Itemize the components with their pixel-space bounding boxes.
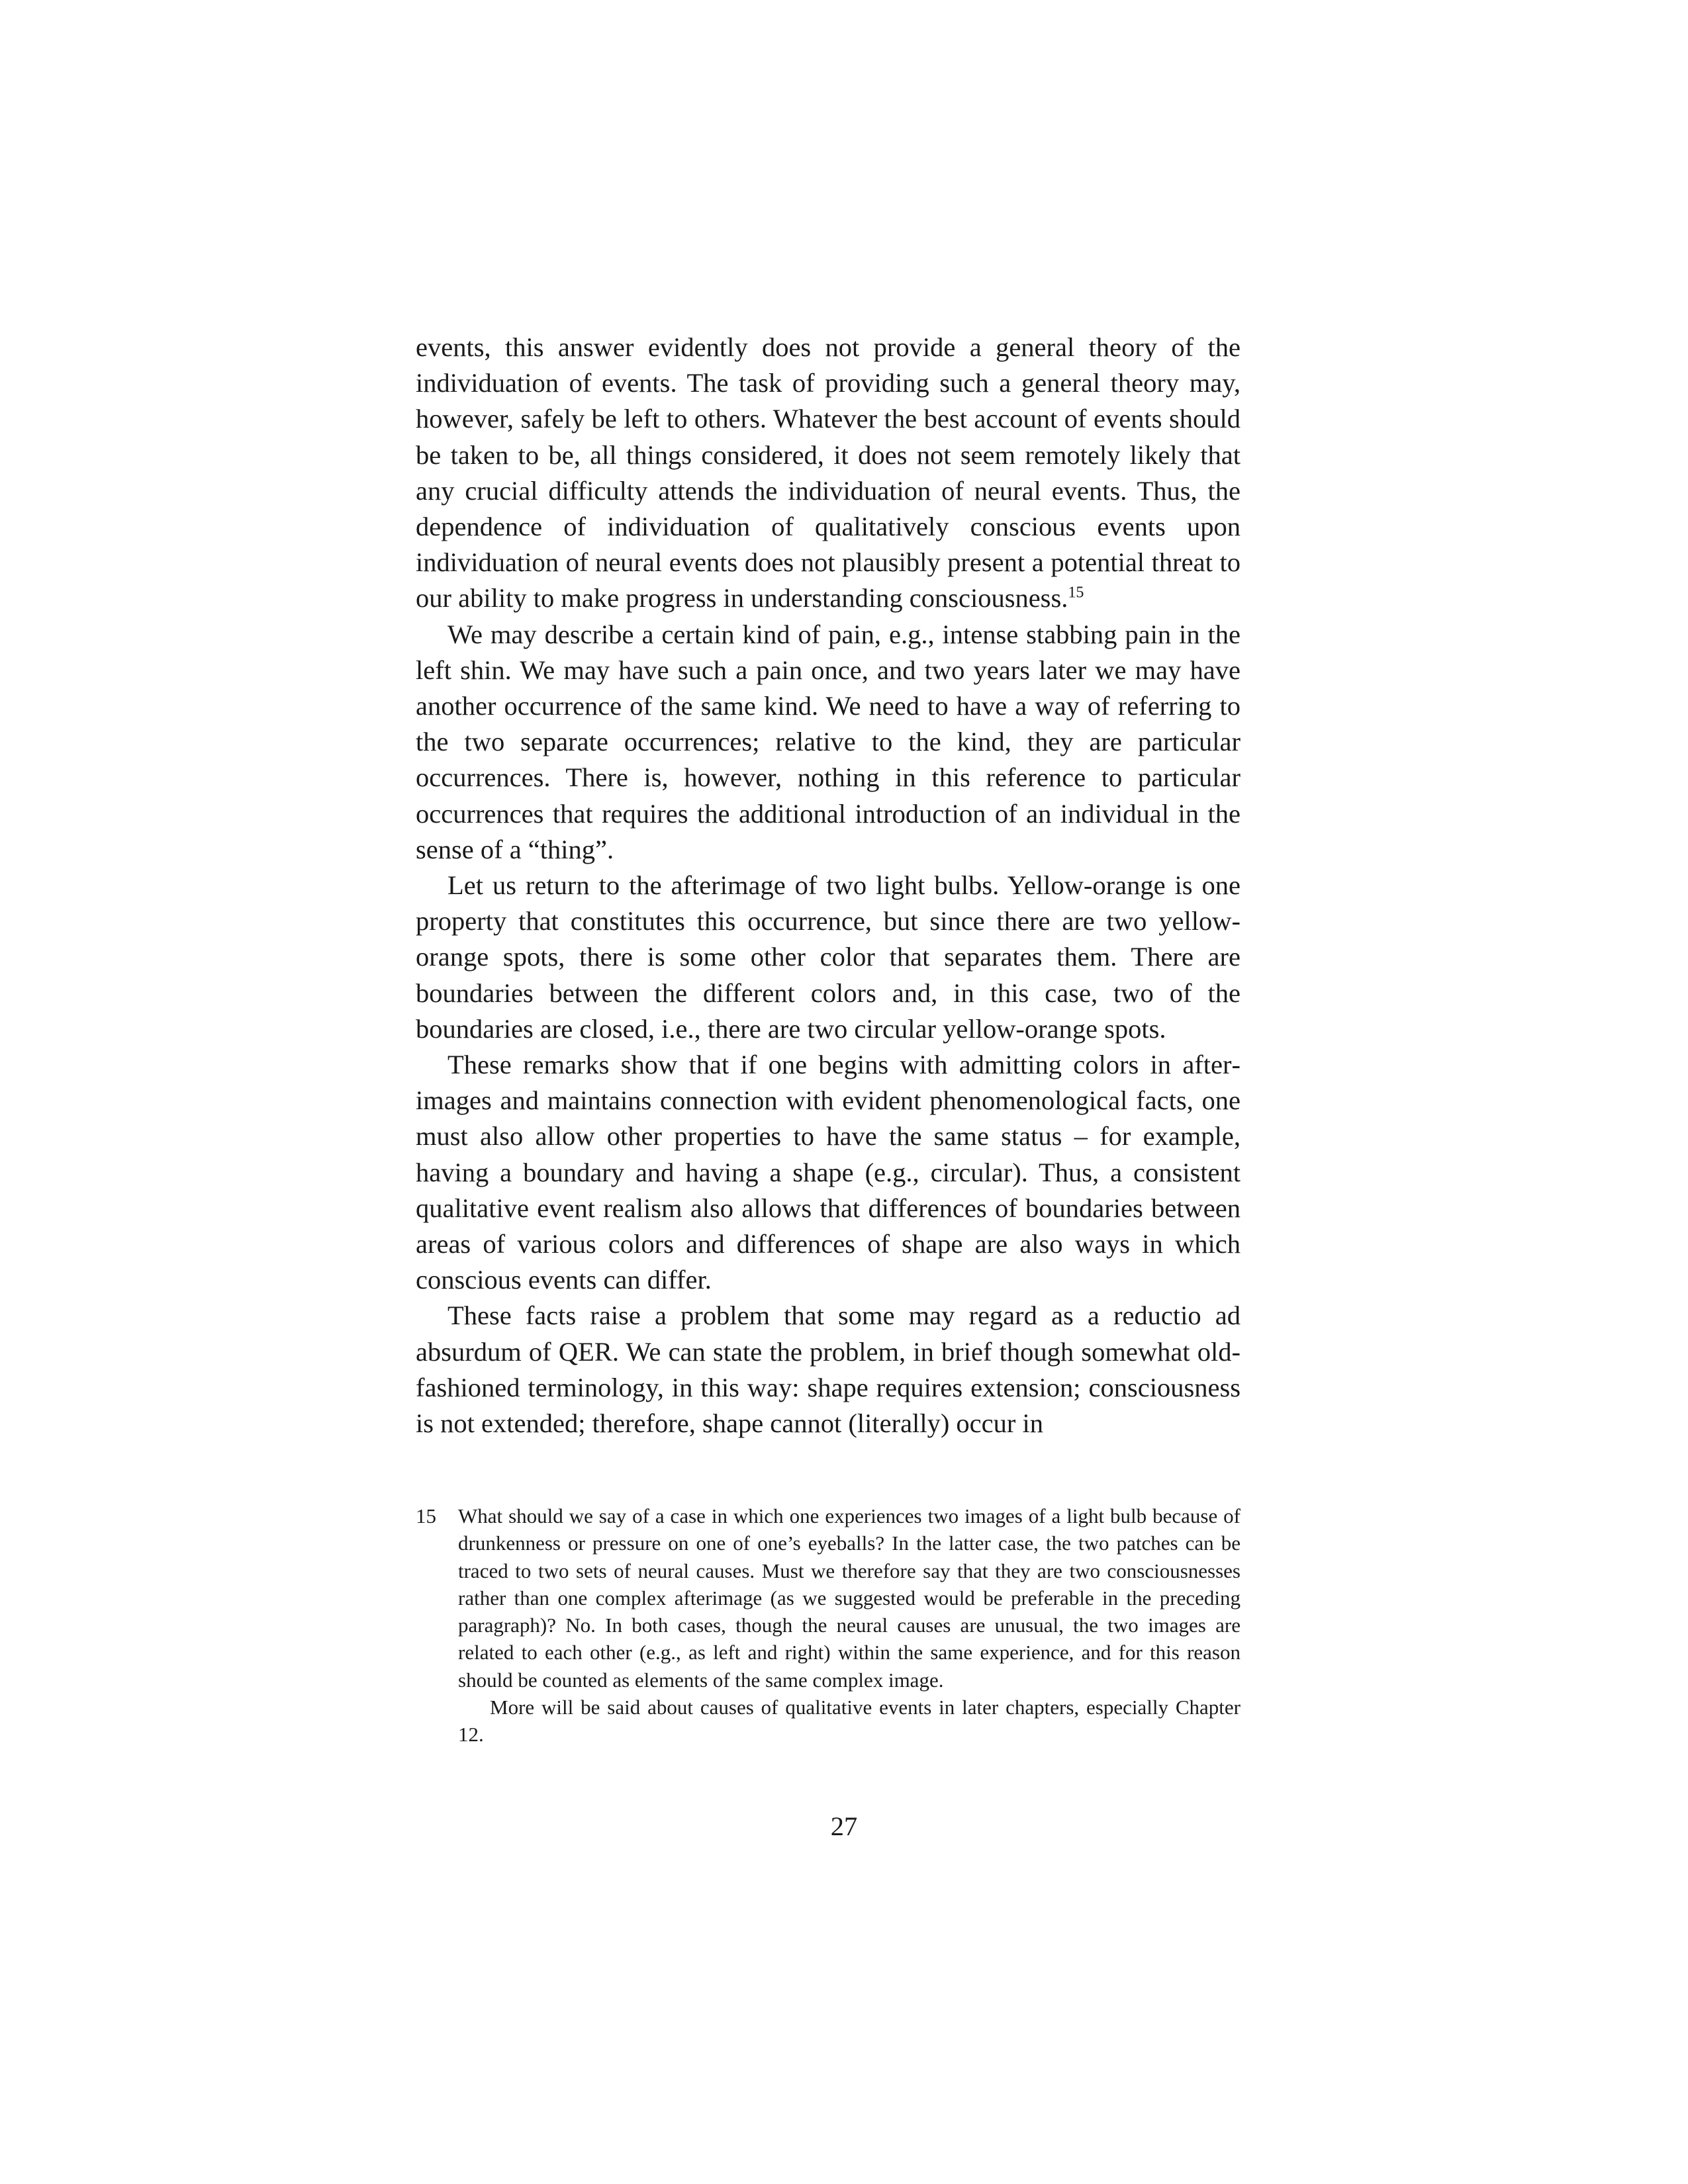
footnotes (416, 1502, 1241, 1749)
page-number: 27 (830, 1811, 858, 1841)
footnote (416, 1502, 1241, 1694)
paragraph: These facts raise a problem that some may regard as a reductio ad absurdum of QER. We can state the problem, in brief though somewhat old-fashioned terminology, in this way: shape requires extension; consciousness is not extended; therefore, shape cannot (literally) occur in (416, 1300, 1241, 1439)
paragraph: Let us return to the afterimage of two light bulbs. Yellow-orange is one property that constitutes this occurrence, but since there are two yellow-orange spots, there is some other color that separates them. There are boundaries between the different colors and, in this case, two of the boundaries are closed, i.e., there are two circular yellow-orange spots. (416, 870, 1241, 1044)
footnote-text: What should we say of a case in which one experiences two images of a light bulb because of drunkenness or pressure on one of one’s eyeballs? In the latter case, the two patches can be traced to two sets of neural causes. Must we therefore say that they are two consciousnesses rather than one complex afterimage (as we suggested would be preferable in the preceding paragraph)? No. In both cases, though the neural causes are unusual, the two images are related to each other (e.g., as left and right) within the same experience, and for this reason should be counted as elements of the same complex image. (458, 1504, 1241, 1692)
paragraph: We may describe a certain kind of pain, e.g., intense stabbing pain in the left shin. We may have such a pain once, and two years later we may have another occurrence of the same kind. We need to have a way of referring to the two separate occurrences; relative to the kind, they are particular occurrences. There is, however, nothing in this reference to particular occurrences that requires the additional introduction of an individual in the sense of a “thing”. (416, 619, 1241, 864)
paragraph-text: events, this answer evidently does not provide a general theory of the individuation of events. The task of providing such a general theory may, however, safely be left to others. Whatever the best account of events should be taken to be, all things considered, it does not seem remotely likely that any crucial difficulty attends the individuation of neural events. Thus, the dependence of individuation of qualitatively conscious events upon individuation of neural events does not plausibly present a potential threat to our ability to make progress in understanding consciousness. (416, 332, 1241, 614)
footnote-number: 15 (416, 1504, 436, 1527)
footnote-continuation: More will be said about causes of qualitative events in later chapters, especially Chapter 12. (458, 1696, 1241, 1747)
footnote-reference[interactable]: 15 (1068, 584, 1084, 602)
paragraph: These remarks show that if one begins with admitting colors in afterimages and maintains connection with evident phenomenological facts, one must also allow other properties to have the same status – for example, having a boundary and having a shape (e.g., circular). Thus, a consistent qualitative event realism also allows that differences of boundaries between areas of various colors and differences of shape are also ways in which conscious events can differ. (416, 1050, 1241, 1295)
paragraph (416, 330, 1241, 617)
main-text (416, 330, 1241, 1441)
